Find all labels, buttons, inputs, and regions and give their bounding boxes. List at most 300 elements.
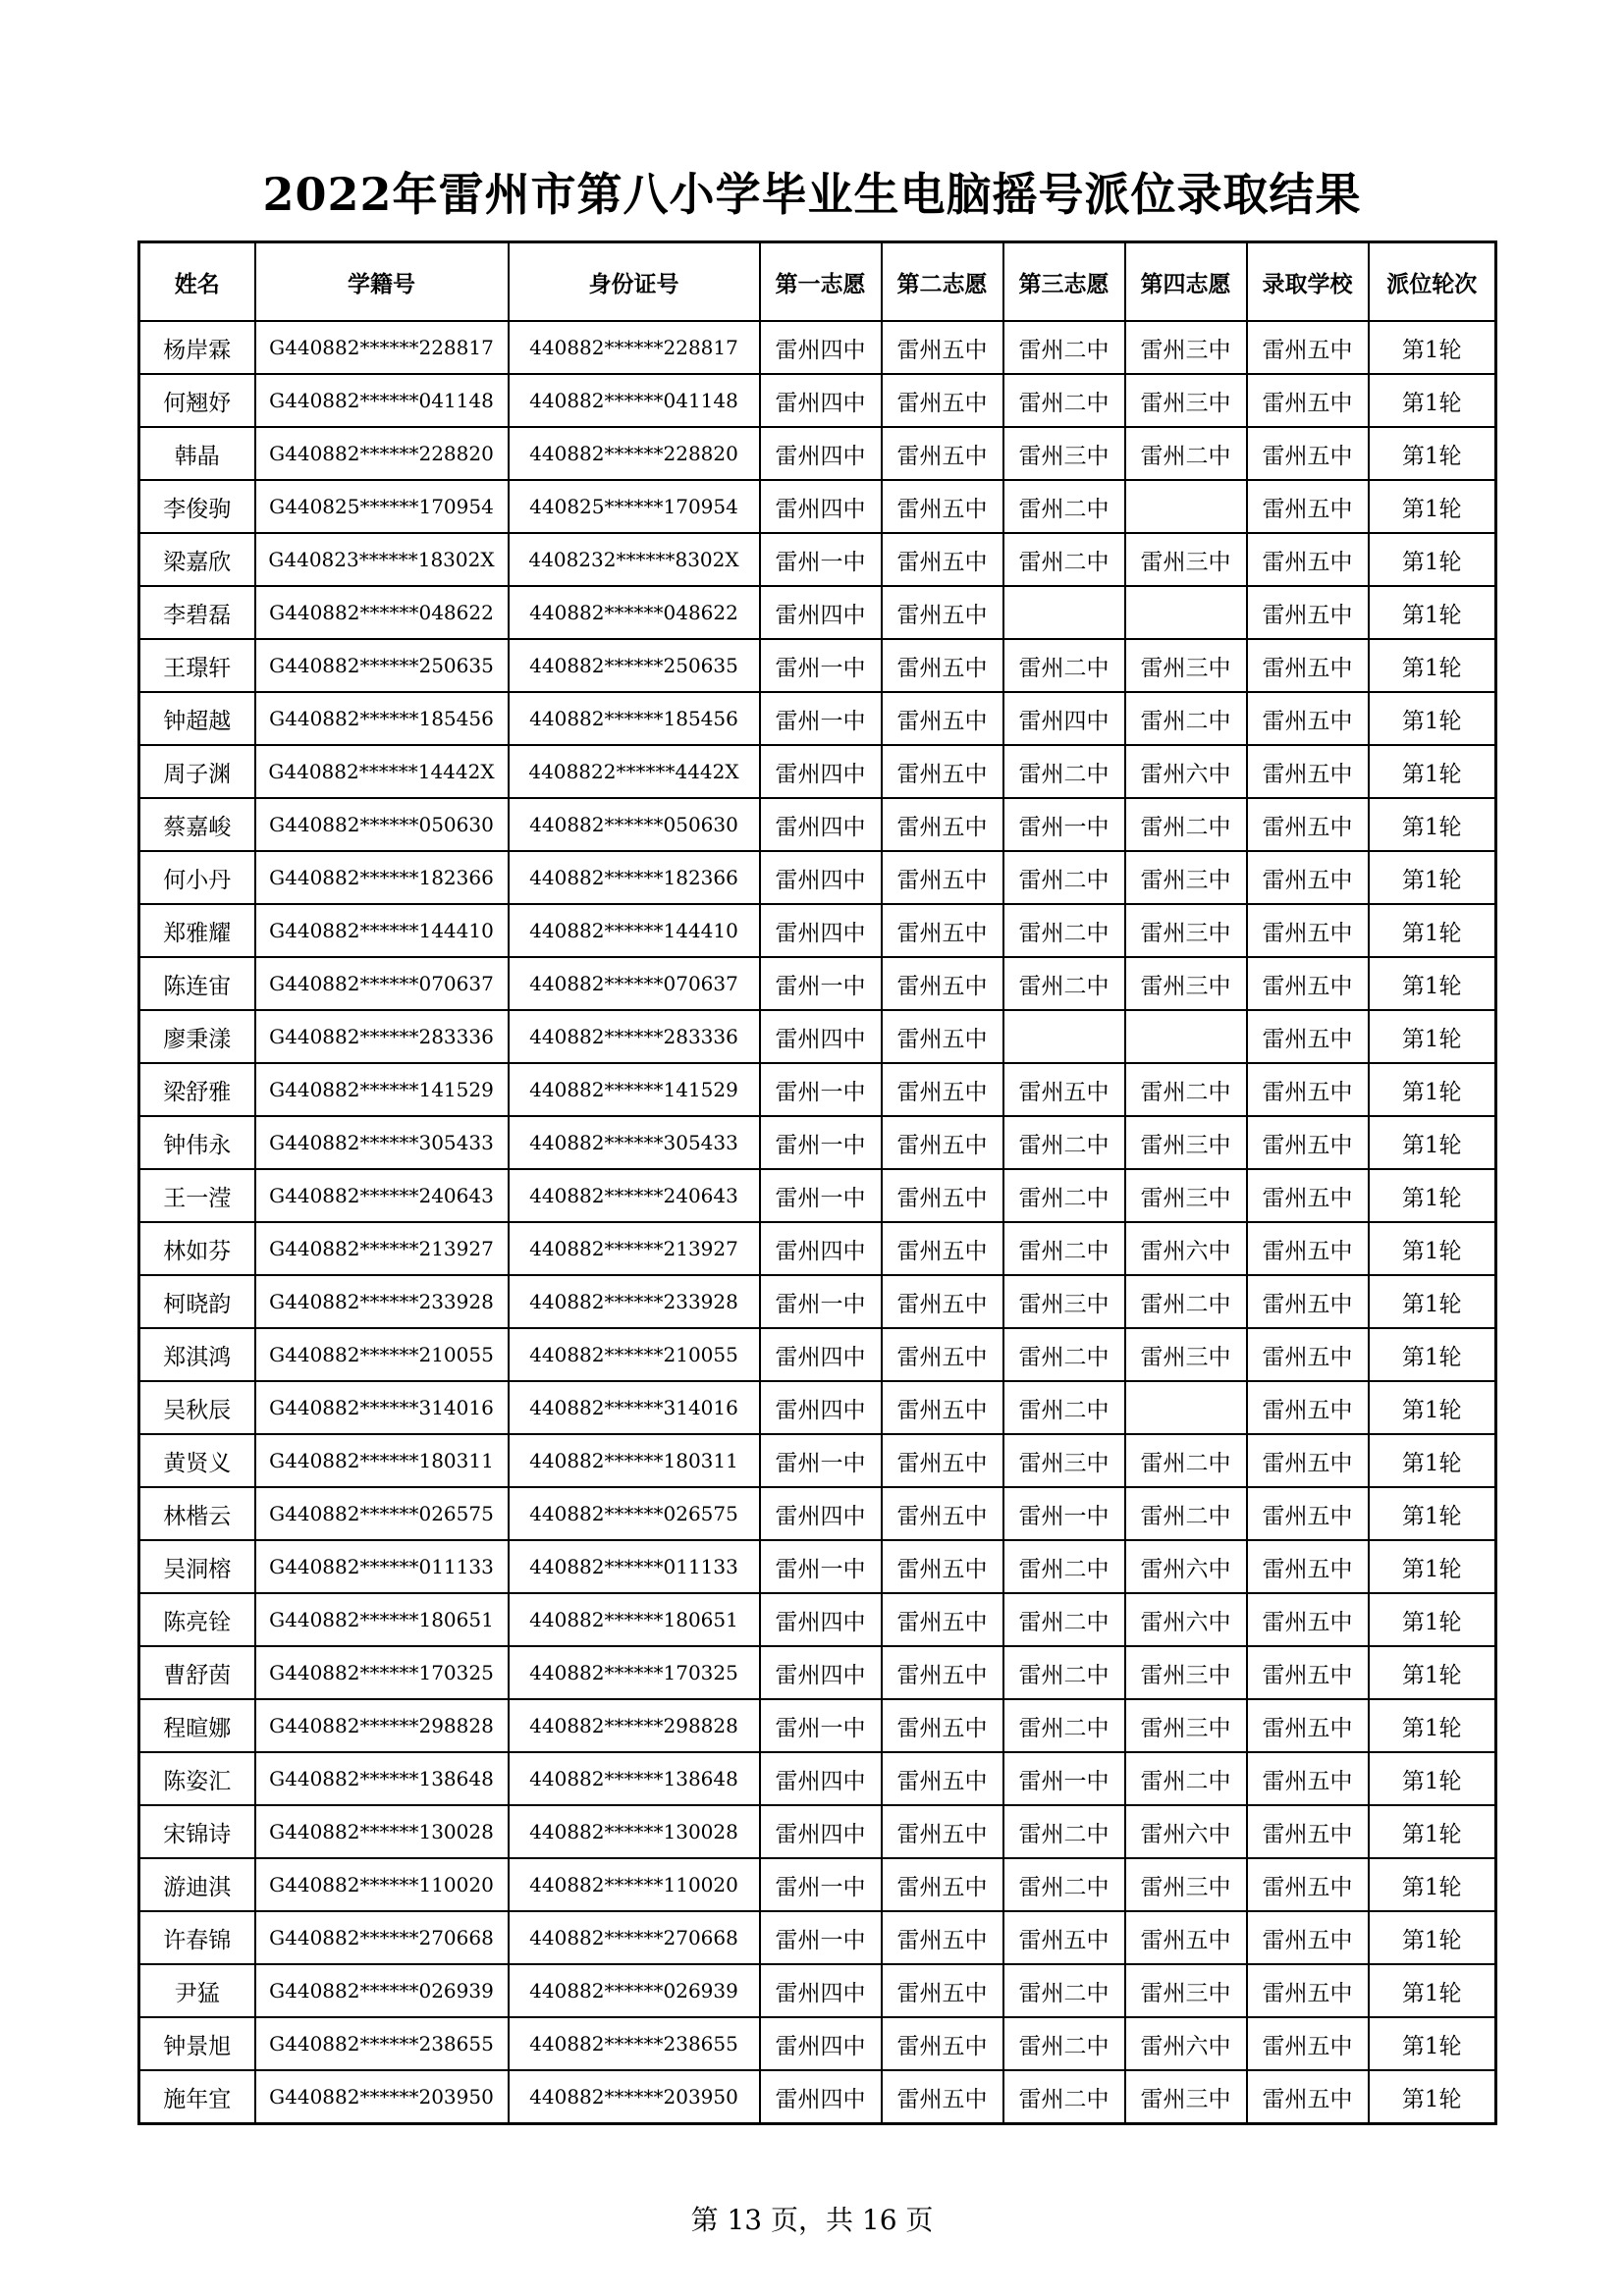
cell-round: 第1轮 bbox=[1369, 1328, 1496, 1381]
cell-choice-4: 雷州二中 bbox=[1125, 1487, 1247, 1540]
cell-name: 王一滢 bbox=[139, 1169, 255, 1222]
cell-name: 李俊驹 bbox=[139, 480, 255, 533]
cell-choice-3: 雷州二中 bbox=[1003, 2070, 1125, 2124]
cell-choice-1: 雷州一中 bbox=[760, 1858, 882, 1911]
cell-name: 尹猛 bbox=[139, 1964, 255, 2017]
cell-choice-2: 雷州五中 bbox=[882, 851, 1003, 904]
cell-round: 第1轮 bbox=[1369, 586, 1496, 639]
cell-choice-2: 雷州五中 bbox=[882, 1699, 1003, 1752]
cell-admitted-school: 雷州五中 bbox=[1247, 1381, 1369, 1434]
header-row bbox=[139, 242, 1496, 322]
cell-id-number: 440882******210055 bbox=[509, 1328, 760, 1381]
cell-choice-4: 雷州二中 bbox=[1125, 1063, 1247, 1116]
cell-choice-2: 雷州五中 bbox=[882, 692, 1003, 745]
cell-id-number: 440882******240643 bbox=[509, 1169, 760, 1222]
cell-admitted-school: 雷州五中 bbox=[1247, 1434, 1369, 1487]
cell-name: 陈姿汇 bbox=[139, 1752, 255, 1805]
cell-name: 何翘妤 bbox=[139, 374, 255, 427]
table-row bbox=[139, 2017, 1496, 2070]
cell-id-number: 440882******070637 bbox=[509, 957, 760, 1010]
cell-choice-3: 雷州二中 bbox=[1003, 1805, 1125, 1858]
cell-round: 第1轮 bbox=[1369, 1116, 1496, 1169]
cell-name: 郑淇鸿 bbox=[139, 1328, 255, 1381]
cell-choice-3: 雷州四中 bbox=[1003, 692, 1125, 745]
column-header-choice-2: 第二志愿 bbox=[882, 242, 1003, 322]
cell-choice-4: 雷州三中 bbox=[1125, 374, 1247, 427]
cell-admitted-school: 雷州五中 bbox=[1247, 1487, 1369, 1540]
page-title: 2022年雷州市第八小学毕业生电脑摇号派位录取结果 bbox=[262, 168, 1362, 221]
page-footer: 第 13 页，共 16 页 bbox=[690, 2204, 934, 2236]
cell-choice-2: 雷州五中 bbox=[882, 1487, 1003, 1540]
cell-choice-3: 雷州二中 bbox=[1003, 1699, 1125, 1752]
table-row bbox=[139, 1593, 1496, 1646]
cell-choice-3: 雷州二中 bbox=[1003, 1540, 1125, 1593]
cell-choice-1: 雷州一中 bbox=[760, 1116, 882, 1169]
cell-admitted-school: 雷州五中 bbox=[1247, 1540, 1369, 1593]
cell-choice-3: 雷州二中 bbox=[1003, 1328, 1125, 1381]
cell-choice-1: 雷州一中 bbox=[760, 1434, 882, 1487]
cell-choice-1: 雷州一中 bbox=[760, 1275, 882, 1328]
cell-choice-1: 雷州四中 bbox=[760, 1964, 882, 2017]
cell-round: 第1轮 bbox=[1369, 533, 1496, 586]
cell-choice-2: 雷州五中 bbox=[882, 1010, 1003, 1063]
cell-student-id: G440882******130028 bbox=[255, 1805, 509, 1858]
table-row bbox=[139, 1222, 1496, 1275]
cell-round: 第1轮 bbox=[1369, 1434, 1496, 1487]
table-row bbox=[139, 586, 1496, 639]
cell-choice-1: 雷州四中 bbox=[760, 480, 882, 533]
cell-name: 蔡嘉峻 bbox=[139, 798, 255, 851]
cell-name: 游迪淇 bbox=[139, 1858, 255, 1911]
cell-choice-1: 雷州四中 bbox=[760, 745, 882, 798]
table-row bbox=[139, 957, 1496, 1010]
cell-admitted-school: 雷州五中 bbox=[1247, 586, 1369, 639]
cell-student-id: G440882******050630 bbox=[255, 798, 509, 851]
cell-id-number: 440882******270668 bbox=[509, 1911, 760, 1964]
cell-round: 第1轮 bbox=[1369, 1010, 1496, 1063]
cell-choice-1: 雷州一中 bbox=[760, 957, 882, 1010]
cell-choice-3: 雷州二中 bbox=[1003, 480, 1125, 533]
cell-choice-2: 雷州五中 bbox=[882, 1381, 1003, 1434]
cell-choice-2: 雷州五中 bbox=[882, 480, 1003, 533]
cell-round: 第1轮 bbox=[1369, 1222, 1496, 1275]
cell-choice-4: 雷州三中 bbox=[1125, 957, 1247, 1010]
cell-choice-4: 雷州六中 bbox=[1125, 1540, 1247, 1593]
cell-choice-1: 雷州四中 bbox=[760, 586, 882, 639]
cell-choice-3: 雷州二中 bbox=[1003, 1381, 1125, 1434]
cell-student-id: G440882******041148 bbox=[255, 374, 509, 427]
cell-choice-4: 雷州六中 bbox=[1125, 1593, 1247, 1646]
column-header-round: 派位轮次 bbox=[1369, 242, 1496, 322]
cell-choice-3 bbox=[1003, 1010, 1125, 1063]
table-row bbox=[139, 745, 1496, 798]
cell-round: 第1轮 bbox=[1369, 639, 1496, 692]
cell-student-id: G440882******048622 bbox=[255, 586, 509, 639]
cell-id-number: 440882******305433 bbox=[509, 1116, 760, 1169]
cell-student-id: G440882******228820 bbox=[255, 427, 509, 480]
cell-admitted-school: 雷州五中 bbox=[1247, 1964, 1369, 2017]
cell-id-number: 440882******026575 bbox=[509, 1487, 760, 1540]
cell-choice-3: 雷州二中 bbox=[1003, 1169, 1125, 1222]
cell-choice-2: 雷州五中 bbox=[882, 1275, 1003, 1328]
cell-admitted-school: 雷州五中 bbox=[1247, 321, 1369, 374]
cell-choice-4: 雷州三中 bbox=[1125, 1646, 1247, 1699]
table-row bbox=[139, 1169, 1496, 1222]
cell-choice-4: 雷州三中 bbox=[1125, 2070, 1247, 2124]
cell-id-number: 440825******170954 bbox=[509, 480, 760, 533]
cell-name: 吴秋辰 bbox=[139, 1381, 255, 1434]
cell-choice-3: 雷州二中 bbox=[1003, 1222, 1125, 1275]
cell-choice-2: 雷州五中 bbox=[882, 1434, 1003, 1487]
cell-choice-1: 雷州一中 bbox=[760, 639, 882, 692]
cell-name: 何小丹 bbox=[139, 851, 255, 904]
column-header-id-number: 身份证号 bbox=[509, 242, 760, 322]
cell-choice-2: 雷州五中 bbox=[882, 904, 1003, 957]
cell-round: 第1轮 bbox=[1369, 1699, 1496, 1752]
cell-admitted-school: 雷州五中 bbox=[1247, 1275, 1369, 1328]
cell-admitted-school: 雷州五中 bbox=[1247, 1593, 1369, 1646]
table-row bbox=[139, 1911, 1496, 1964]
cell-name: 梁嘉欣 bbox=[139, 533, 255, 586]
cell-choice-3 bbox=[1003, 586, 1125, 639]
cell-name: 梁舒雅 bbox=[139, 1063, 255, 1116]
cell-round: 第1轮 bbox=[1369, 2070, 1496, 2124]
cell-student-id: G440882******138648 bbox=[255, 1752, 509, 1805]
cell-choice-4: 雷州三中 bbox=[1125, 1699, 1247, 1752]
cell-student-id: G440882******270668 bbox=[255, 1911, 509, 1964]
cell-choice-4: 雷州三中 bbox=[1125, 1964, 1247, 2017]
table-body bbox=[139, 321, 1496, 2124]
cell-id-number: 440882******026939 bbox=[509, 1964, 760, 2017]
cell-student-id: G440882******228817 bbox=[255, 321, 509, 374]
table-row bbox=[139, 1381, 1496, 1434]
cell-choice-3: 雷州二中 bbox=[1003, 957, 1125, 1010]
cell-choice-3: 雷州二中 bbox=[1003, 1964, 1125, 2017]
cell-round: 第1轮 bbox=[1369, 1805, 1496, 1858]
cell-id-number: 440882******170325 bbox=[509, 1646, 760, 1699]
cell-student-id: G440882******180311 bbox=[255, 1434, 509, 1487]
cell-name: 陈亮铨 bbox=[139, 1593, 255, 1646]
cell-id-number: 440882******233928 bbox=[509, 1275, 760, 1328]
cell-student-id: G440882******213927 bbox=[255, 1222, 509, 1275]
table-row bbox=[139, 1487, 1496, 1540]
table-row bbox=[139, 692, 1496, 745]
cell-round: 第1轮 bbox=[1369, 851, 1496, 904]
cell-choice-2: 雷州五中 bbox=[882, 1964, 1003, 2017]
table-row bbox=[139, 798, 1496, 851]
cell-id-number: 440882******048622 bbox=[509, 586, 760, 639]
cell-round: 第1轮 bbox=[1369, 427, 1496, 480]
cell-round: 第1轮 bbox=[1369, 1487, 1496, 1540]
table-row bbox=[139, 321, 1496, 374]
cell-round: 第1轮 bbox=[1369, 1593, 1496, 1646]
cell-id-number: 440882******138648 bbox=[509, 1752, 760, 1805]
cell-student-id: G440882******144410 bbox=[255, 904, 509, 957]
table-row bbox=[139, 533, 1496, 586]
cell-choice-1: 雷州一中 bbox=[760, 1169, 882, 1222]
column-header-student-id: 学籍号 bbox=[255, 242, 509, 322]
cell-choice-2: 雷州五中 bbox=[882, 533, 1003, 586]
cell-choice-3: 雷州一中 bbox=[1003, 1487, 1125, 1540]
cell-round: 第1轮 bbox=[1369, 692, 1496, 745]
cell-choice-3: 雷州二中 bbox=[1003, 321, 1125, 374]
cell-choice-2: 雷州五中 bbox=[882, 639, 1003, 692]
cell-id-number: 440882******141529 bbox=[509, 1063, 760, 1116]
cell-admitted-school: 雷州五中 bbox=[1247, 1646, 1369, 1699]
cell-choice-2: 雷州五中 bbox=[882, 586, 1003, 639]
cell-name: 曹舒茵 bbox=[139, 1646, 255, 1699]
cell-round: 第1轮 bbox=[1369, 1911, 1496, 1964]
cell-choice-1: 雷州四中 bbox=[760, 427, 882, 480]
cell-id-number: 440882******298828 bbox=[509, 1699, 760, 1752]
cell-student-id: G440882******238655 bbox=[255, 2017, 509, 2070]
cell-choice-4: 雷州六中 bbox=[1125, 1222, 1247, 1275]
cell-choice-3: 雷州二中 bbox=[1003, 374, 1125, 427]
cell-choice-1: 雷州一中 bbox=[760, 1699, 882, 1752]
cell-choice-3: 雷州三中 bbox=[1003, 427, 1125, 480]
cell-choice-1: 雷州四中 bbox=[760, 1222, 882, 1275]
cell-choice-2: 雷州五中 bbox=[882, 1063, 1003, 1116]
cell-student-id: G440882******026939 bbox=[255, 1964, 509, 2017]
cell-choice-4: 雷州三中 bbox=[1125, 904, 1247, 957]
cell-admitted-school: 雷州五中 bbox=[1247, 692, 1369, 745]
cell-choice-2: 雷州五中 bbox=[882, 2070, 1003, 2124]
cell-id-number: 440882******228820 bbox=[509, 427, 760, 480]
cell-choice-3: 雷州五中 bbox=[1003, 1911, 1125, 1964]
cell-choice-4: 雷州二中 bbox=[1125, 427, 1247, 480]
cell-choice-4: 雷州二中 bbox=[1125, 1752, 1247, 1805]
cell-name: 施年宜 bbox=[139, 2070, 255, 2124]
column-header-choice-3: 第三志愿 bbox=[1003, 242, 1125, 322]
cell-choice-4: 雷州三中 bbox=[1125, 1116, 1247, 1169]
cell-choice-3: 雷州二中 bbox=[1003, 2017, 1125, 2070]
cell-choice-2: 雷州五中 bbox=[882, 745, 1003, 798]
cell-name: 钟景旭 bbox=[139, 2017, 255, 2070]
cell-choice-1: 雷州一中 bbox=[760, 533, 882, 586]
cell-student-id: G440882******314016 bbox=[255, 1381, 509, 1434]
cell-choice-1: 雷州四中 bbox=[760, 1805, 882, 1858]
cell-admitted-school: 雷州五中 bbox=[1247, 427, 1369, 480]
cell-choice-1: 雷州四中 bbox=[760, 321, 882, 374]
cell-choice-1: 雷州一中 bbox=[760, 1540, 882, 1593]
cell-id-number: 440882******144410 bbox=[509, 904, 760, 957]
cell-choice-3: 雷州二中 bbox=[1003, 1593, 1125, 1646]
cell-student-id: G440825******170954 bbox=[255, 480, 509, 533]
cell-id-number: 440882******283336 bbox=[509, 1010, 760, 1063]
cell-admitted-school: 雷州五中 bbox=[1247, 1169, 1369, 1222]
cell-id-number: 440882******180651 bbox=[509, 1593, 760, 1646]
cell-student-id: G440882******210055 bbox=[255, 1328, 509, 1381]
cell-student-id: G440882******070637 bbox=[255, 957, 509, 1010]
cell-student-id: G440882******026575 bbox=[255, 1487, 509, 1540]
table-row bbox=[139, 904, 1496, 957]
cell-round: 第1轮 bbox=[1369, 1169, 1496, 1222]
cell-choice-2: 雷州五中 bbox=[882, 1805, 1003, 1858]
cell-id-number: 440882******110020 bbox=[509, 1858, 760, 1911]
cell-choice-1: 雷州四中 bbox=[760, 851, 882, 904]
cell-round: 第1轮 bbox=[1369, 1752, 1496, 1805]
cell-choice-4: 雷州六中 bbox=[1125, 1805, 1247, 1858]
cell-choice-3: 雷州二中 bbox=[1003, 1858, 1125, 1911]
cell-choice-1: 雷州一中 bbox=[760, 1063, 882, 1116]
table-row bbox=[139, 480, 1496, 533]
cell-choice-2: 雷州五中 bbox=[882, 1328, 1003, 1381]
cell-round: 第1轮 bbox=[1369, 321, 1496, 374]
cell-choice-1: 雷州四中 bbox=[760, 1010, 882, 1063]
cell-student-id: G440882******110020 bbox=[255, 1858, 509, 1911]
cell-name: 许春锦 bbox=[139, 1911, 255, 1964]
cell-choice-3: 雷州二中 bbox=[1003, 1116, 1125, 1169]
table-row bbox=[139, 427, 1496, 480]
cell-choice-3: 雷州三中 bbox=[1003, 1434, 1125, 1487]
cell-student-id: G440882******240643 bbox=[255, 1169, 509, 1222]
table-row bbox=[139, 1752, 1496, 1805]
cell-choice-4: 雷州三中 bbox=[1125, 1169, 1247, 1222]
cell-name: 林楷云 bbox=[139, 1487, 255, 1540]
cell-student-id: G440882******305433 bbox=[255, 1116, 509, 1169]
cell-choice-2: 雷州五中 bbox=[882, 321, 1003, 374]
cell-name: 吴洞榕 bbox=[139, 1540, 255, 1593]
cell-choice-2: 雷州五中 bbox=[882, 1222, 1003, 1275]
cell-name: 宋锦诗 bbox=[139, 1805, 255, 1858]
cell-round: 第1轮 bbox=[1369, 1964, 1496, 2017]
cell-round: 第1轮 bbox=[1369, 1275, 1496, 1328]
cell-id-number: 440882******314016 bbox=[509, 1381, 760, 1434]
cell-name: 王璟轩 bbox=[139, 639, 255, 692]
cell-choice-2: 雷州五中 bbox=[882, 1593, 1003, 1646]
cell-choice-3: 雷州二中 bbox=[1003, 851, 1125, 904]
cell-id-number: 440882******250635 bbox=[509, 639, 760, 692]
cell-choice-1: 雷州四中 bbox=[760, 1752, 882, 1805]
cell-admitted-school: 雷州五中 bbox=[1247, 851, 1369, 904]
cell-choice-4: 雷州二中 bbox=[1125, 692, 1247, 745]
cell-admitted-school: 雷州五中 bbox=[1247, 1858, 1369, 1911]
column-header-admitted-school: 录取学校 bbox=[1247, 242, 1369, 322]
column-header-choice-1: 第一志愿 bbox=[760, 242, 882, 322]
cell-choice-3: 雷州二中 bbox=[1003, 639, 1125, 692]
cell-round: 第1轮 bbox=[1369, 374, 1496, 427]
cell-id-number: 440882******182366 bbox=[509, 851, 760, 904]
table-row bbox=[139, 374, 1496, 427]
cell-name: 韩晶 bbox=[139, 427, 255, 480]
table-row bbox=[139, 1540, 1496, 1593]
cell-student-id: G440882******283336 bbox=[255, 1010, 509, 1063]
table-header bbox=[139, 242, 1496, 322]
cell-choice-2: 雷州五中 bbox=[882, 1646, 1003, 1699]
cell-id-number: 440882******238655 bbox=[509, 2017, 760, 2070]
cell-student-id: G440882******233928 bbox=[255, 1275, 509, 1328]
cell-choice-1: 雷州一中 bbox=[760, 1911, 882, 1964]
cell-choice-3: 雷州一中 bbox=[1003, 1752, 1125, 1805]
table-row bbox=[139, 1805, 1496, 1858]
cell-choice-1: 雷州四中 bbox=[760, 374, 882, 427]
cell-admitted-school: 雷州五中 bbox=[1247, 1911, 1369, 1964]
cell-admitted-school: 雷州五中 bbox=[1247, 1010, 1369, 1063]
cell-choice-4: 雷州六中 bbox=[1125, 2017, 1247, 2070]
cell-name: 李碧磊 bbox=[139, 586, 255, 639]
cell-choice-4: 雷州五中 bbox=[1125, 1911, 1247, 1964]
cell-choice-4: 雷州二中 bbox=[1125, 1275, 1247, 1328]
table-row bbox=[139, 1063, 1496, 1116]
cell-id-number: 440882******130028 bbox=[509, 1805, 760, 1858]
cell-choice-2: 雷州五中 bbox=[882, 374, 1003, 427]
cell-choice-4: 雷州三中 bbox=[1125, 1858, 1247, 1911]
cell-student-id: G440882******011133 bbox=[255, 1540, 509, 1593]
cell-student-id: G440882******185456 bbox=[255, 692, 509, 745]
cell-choice-4: 雷州三中 bbox=[1125, 851, 1247, 904]
cell-name: 程暄娜 bbox=[139, 1699, 255, 1752]
cell-choice-1: 雷州四中 bbox=[760, 1328, 882, 1381]
cell-choice-1: 雷州四中 bbox=[760, 1646, 882, 1699]
table-row bbox=[139, 1010, 1496, 1063]
cell-choice-4: 雷州三中 bbox=[1125, 1328, 1247, 1381]
cell-choice-1: 雷州四中 bbox=[760, 1593, 882, 1646]
cell-choice-3: 雷州二中 bbox=[1003, 904, 1125, 957]
cell-id-number: 440882******213927 bbox=[509, 1222, 760, 1275]
table-row bbox=[139, 639, 1496, 692]
cell-choice-3: 雷州二中 bbox=[1003, 1646, 1125, 1699]
cell-admitted-school: 雷州五中 bbox=[1247, 2070, 1369, 2124]
cell-student-id: G440882******180651 bbox=[255, 1593, 509, 1646]
cell-choice-2: 雷州五中 bbox=[882, 1116, 1003, 1169]
cell-choice-4: 雷州二中 bbox=[1125, 1434, 1247, 1487]
cell-name: 杨岸霖 bbox=[139, 321, 255, 374]
cell-admitted-school: 雷州五中 bbox=[1247, 1328, 1369, 1381]
cell-choice-3: 雷州五中 bbox=[1003, 1063, 1125, 1116]
cell-admitted-school: 雷州五中 bbox=[1247, 374, 1369, 427]
cell-admitted-school: 雷州五中 bbox=[1247, 1805, 1369, 1858]
cell-name: 廖秉漾 bbox=[139, 1010, 255, 1063]
cell-round: 第1轮 bbox=[1369, 957, 1496, 1010]
cell-name: 黄贤义 bbox=[139, 1434, 255, 1487]
cell-admitted-school: 雷州五中 bbox=[1247, 1063, 1369, 1116]
cell-choice-3: 雷州一中 bbox=[1003, 798, 1125, 851]
cell-admitted-school: 雷州五中 bbox=[1247, 745, 1369, 798]
cell-admitted-school: 雷州五中 bbox=[1247, 639, 1369, 692]
table-row bbox=[139, 1116, 1496, 1169]
admission-results-table bbox=[137, 240, 1497, 2125]
cell-choice-4 bbox=[1125, 480, 1247, 533]
cell-student-id: G440882******203950 bbox=[255, 2070, 509, 2124]
cell-choice-4: 雷州三中 bbox=[1125, 321, 1247, 374]
cell-choice-4 bbox=[1125, 1381, 1247, 1434]
cell-choice-2: 雷州五中 bbox=[882, 798, 1003, 851]
cell-choice-4 bbox=[1125, 586, 1247, 639]
cell-choice-1: 雷州一中 bbox=[760, 692, 882, 745]
cell-choice-4: 雷州三中 bbox=[1125, 639, 1247, 692]
cell-choice-3: 雷州二中 bbox=[1003, 745, 1125, 798]
cell-choice-3: 雷州三中 bbox=[1003, 1275, 1125, 1328]
cell-name: 周子渊 bbox=[139, 745, 255, 798]
cell-student-id: G440882******298828 bbox=[255, 1699, 509, 1752]
cell-student-id: G440882******14442X bbox=[255, 745, 509, 798]
cell-choice-4: 雷州二中 bbox=[1125, 798, 1247, 851]
cell-student-id: G440882******250635 bbox=[255, 639, 509, 692]
table-row bbox=[139, 1858, 1496, 1911]
cell-choice-2: 雷州五中 bbox=[882, 1169, 1003, 1222]
table-row bbox=[139, 851, 1496, 904]
cell-choice-1: 雷州四中 bbox=[760, 798, 882, 851]
cell-round: 第1轮 bbox=[1369, 1646, 1496, 1699]
table-row bbox=[139, 1328, 1496, 1381]
cell-student-id: G440882******141529 bbox=[255, 1063, 509, 1116]
cell-id-number: 4408232******8302X bbox=[509, 533, 760, 586]
cell-id-number: 440882******185456 bbox=[509, 692, 760, 745]
cell-student-id: G440823******18302X bbox=[255, 533, 509, 586]
cell-round: 第1轮 bbox=[1369, 480, 1496, 533]
cell-round: 第1轮 bbox=[1369, 1540, 1496, 1593]
cell-name: 郑雅耀 bbox=[139, 904, 255, 957]
